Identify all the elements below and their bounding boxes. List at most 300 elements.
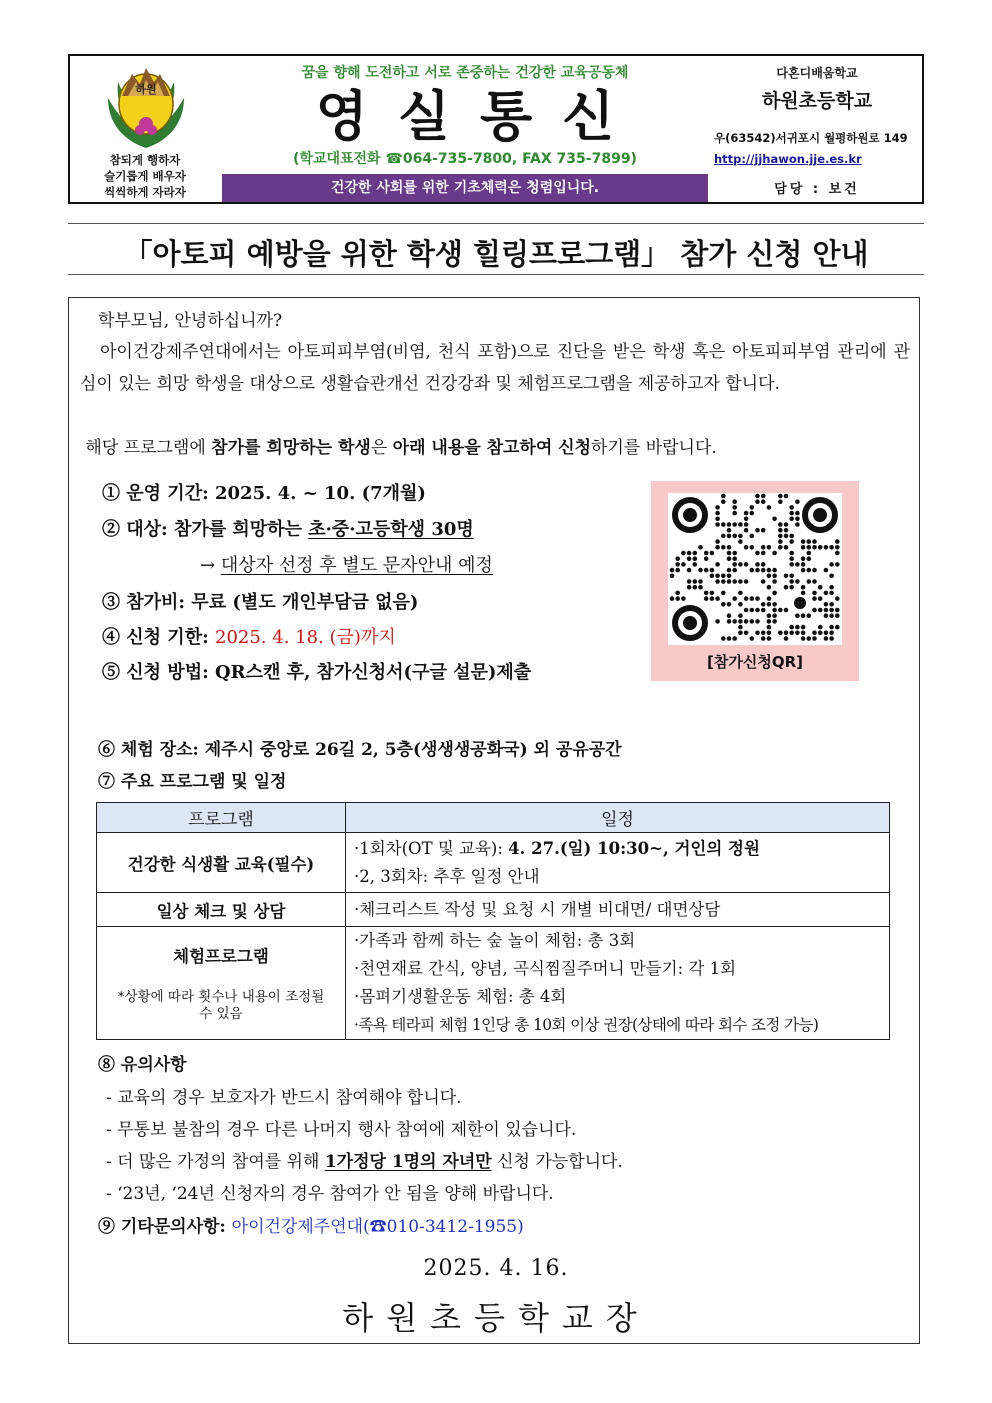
qr-module [687, 585, 692, 590]
qr-module [715, 517, 720, 522]
title-bottom-rule [68, 274, 924, 275]
qr-module [772, 517, 777, 522]
qr-module [715, 522, 720, 527]
intro-paragraph: 아이건강제주연대에서는 아토피피부염(비염, 천식 포함)으로 진단을 받은 학생 혹은 아토피피부염 관리에 관심이 있는 희망 학생을 대상으로 생활습관개선 건강강좌 및 체험프로그램을 제공하고자 합니다. [80, 342, 910, 394]
request-text: 은 [370, 438, 393, 458]
qr-module [789, 574, 794, 579]
qr-module [732, 556, 737, 561]
qr-module [784, 574, 789, 579]
qr-module [681, 562, 686, 567]
qr-module [744, 579, 749, 584]
qr-module [721, 591, 726, 596]
deadline-value: 2025. 4. 18. (금)까지 [215, 627, 396, 648]
qr-module [789, 631, 794, 636]
school-website-link[interactable]: http://jjhawon.jje.es.kr [714, 152, 862, 166]
qr-module [795, 522, 800, 527]
qr-module [755, 596, 760, 601]
contact-label: ⑨ 기타문의사항: [98, 1217, 232, 1237]
note-line: - 교육의 경우 보호자가 반드시 참여해야 합니다. [106, 1088, 462, 1108]
qr-module [835, 562, 840, 567]
qr-module [829, 613, 834, 618]
schedule-emphasis: 4. 27.(일) 10:30~, 거인의 정원 [508, 838, 760, 858]
qr-module [761, 528, 766, 533]
qr-module [761, 494, 766, 499]
qr-module [835, 625, 840, 630]
qr-module [761, 579, 766, 584]
qr-module [807, 613, 812, 618]
qr-module [675, 562, 680, 567]
qr-module [732, 499, 737, 504]
note-line: - ‘23년, ‘24년 신청자의 경우 참여가 안 됨을 양해 바랍니다. [106, 1184, 554, 1204]
logo-text: 하원 [135, 83, 157, 96]
qr-module [727, 528, 732, 533]
qr-module [829, 585, 834, 590]
qr-module [670, 574, 675, 579]
qr-module [824, 636, 829, 641]
schedule-line [354, 835, 889, 863]
qr-module [732, 579, 737, 584]
qr-module [772, 602, 777, 607]
school-logo-area [70, 56, 220, 202]
qr-module [807, 568, 812, 573]
qr-module [721, 574, 726, 579]
qr-module [812, 545, 817, 550]
qr-module [687, 551, 692, 556]
newsletter-header [68, 54, 924, 204]
item-method: ⑤ 신청 방법: QR스캔 후, 참가신청서(구글 설문)제출 [102, 662, 532, 683]
qr-module [767, 636, 772, 641]
document-signer: 하원초등학교장 [342, 1299, 650, 1337]
qr-module [687, 568, 692, 573]
qr-module [675, 591, 680, 596]
school-emblem-icon [102, 60, 190, 152]
qr-module [670, 596, 675, 601]
qr-module [801, 625, 806, 630]
qr-module [795, 562, 800, 567]
qr-module [750, 619, 755, 624]
qr-module [704, 551, 709, 556]
qr-module [750, 511, 755, 516]
qr-module [675, 556, 680, 561]
note-text: 신청 가능합니다. [491, 1152, 623, 1172]
qr-module [778, 534, 783, 539]
qr-module [767, 585, 772, 590]
qr-module [693, 562, 698, 567]
qr-module [767, 602, 772, 607]
deadline-label: ④ 신청 기한: [102, 627, 215, 648]
qr-module [675, 568, 680, 573]
qr-module [738, 562, 743, 567]
school-slogan: 꿈을 향해 도전하고 서로 존중하는 건강한 교육공동체 [301, 65, 629, 81]
qr-module [801, 556, 806, 561]
qr-module [818, 545, 823, 550]
qr-module [818, 585, 823, 590]
schedule-table [96, 802, 890, 1040]
qr-module [710, 568, 715, 573]
qr-module [801, 602, 806, 607]
school-phone: (학교대표전화 ☎064-735-7800, FAX 735-7899) [293, 151, 637, 167]
schedule-cell [346, 833, 890, 893]
program-cell [97, 927, 346, 1040]
qr-module [784, 494, 789, 499]
request-emphasis: 아래 내용을 참고하여 신청 [392, 438, 592, 458]
qr-module [698, 568, 703, 573]
qr-module [835, 539, 840, 544]
qr-module [824, 631, 829, 636]
qr-module [732, 596, 737, 601]
qr-module [812, 568, 817, 573]
table-row [97, 833, 890, 893]
qr-module [784, 636, 789, 641]
target-label: ② 대상: 참가를 희망하는 [102, 519, 309, 540]
qr-module [801, 613, 806, 618]
qr-module [693, 551, 698, 556]
schedule-line: ·족욕 테라피 체험 1인당 총 10회 이상 권장(상태에 따라 회수 조정 가능) [354, 1016, 819, 1034]
qr-module [738, 522, 743, 527]
qr-module [767, 596, 772, 601]
qr-module [801, 585, 806, 590]
item-target [102, 515, 474, 541]
qr-module [738, 625, 743, 630]
qr-module [687, 579, 692, 584]
item-contact [98, 1212, 524, 1237]
qr-module [721, 636, 726, 641]
qr-module [829, 602, 834, 607]
qr-module [715, 619, 720, 624]
request-emphasis: 참가를 희망하는 학생 [211, 438, 371, 458]
qr-module [715, 579, 720, 584]
qr-module [750, 608, 755, 613]
note-text: - 더 많은 가정의 참여를 위해 [106, 1152, 325, 1172]
qr-module [744, 528, 749, 533]
table-row [97, 927, 890, 1040]
qr-module [824, 545, 829, 550]
qr-module [675, 596, 680, 601]
qr-module [744, 545, 749, 550]
qr-module [727, 545, 732, 550]
qr-module [818, 596, 823, 601]
qr-module [772, 613, 777, 618]
qr-module [727, 534, 732, 539]
qr-module [812, 636, 817, 641]
qr-module [812, 591, 817, 596]
qr-module [761, 551, 766, 556]
qr-module [778, 522, 783, 527]
signup-qr-code[interactable] [668, 493, 842, 645]
document-title: 「아토피 예방을 위한 학생 힐링프로그램」 참가 신청 안내 [123, 237, 869, 271]
qr-module [789, 539, 794, 544]
qr-module [732, 619, 737, 624]
table-header-schedule: 일정 [346, 803, 890, 833]
qr-module [738, 631, 743, 636]
qr-module [744, 631, 749, 636]
schedule-line: ·천연재료 간식, 양념, 곡식찜질주머니 만들기: 각 1회 [354, 959, 737, 978]
qr-module [784, 585, 789, 590]
qr-module [767, 568, 772, 573]
qr-module [732, 568, 737, 573]
newsletter-title: 영실통신 [315, 85, 645, 148]
qr-module [767, 631, 772, 636]
qr-module [755, 562, 760, 567]
qr-module [761, 568, 766, 573]
table-header-program: 프로그램 [97, 803, 346, 833]
qr-module [801, 539, 806, 544]
qr-panel [651, 481, 859, 681]
qr-module [727, 568, 732, 573]
qr-module [767, 625, 772, 630]
qr-module [772, 591, 777, 596]
note-emphasis: 1가정당 1명의 자녀만 [324, 1152, 492, 1172]
qr-module [744, 608, 749, 613]
qr-module [818, 631, 823, 636]
qr-module [829, 636, 834, 641]
qr-module [761, 499, 766, 504]
item-schedule-heading: ⑦ 주요 프로그램 및 일정 [98, 772, 287, 792]
qr-module [789, 534, 794, 539]
qr-module [784, 534, 789, 539]
qr-module [801, 562, 806, 567]
qr-module [738, 539, 743, 544]
qr-module [784, 545, 789, 550]
qr-module [732, 562, 737, 567]
qr-module [778, 494, 783, 499]
contact-value[interactable]: 아이건강제주연대(☎010-3412-1955) [231, 1217, 524, 1237]
qr-module [710, 591, 715, 596]
qr-module [795, 631, 800, 636]
qr-module [738, 534, 743, 539]
qr-module [732, 522, 737, 527]
qr-module [795, 511, 800, 516]
schedule-text: ·1회차(OT 및 교육): [354, 838, 509, 858]
request-paragraph [80, 432, 910, 464]
program-cell: 일상 체크 및 상담 [97, 893, 346, 927]
qr-module [744, 562, 749, 567]
item-fee: ③ 참가비: 무료 (별도 개인부담금 없음) [102, 592, 419, 613]
qr-module [693, 556, 698, 561]
header-right [710, 56, 924, 202]
qr-module [738, 613, 743, 618]
qr-module [778, 499, 783, 504]
qr-module [767, 505, 772, 510]
qr-module [704, 596, 709, 601]
document-date: 2025. 4. 16. [423, 1256, 569, 1281]
qr-module [824, 608, 829, 613]
qr-module [721, 494, 726, 499]
integrity-banner: 건강한 사회를 위한 기초체력은 청렴입니다. [222, 174, 708, 202]
qr-module [715, 511, 720, 516]
qr-module [829, 545, 834, 550]
qr-module [829, 591, 834, 596]
qr-module [727, 551, 732, 556]
qr-module [715, 596, 720, 601]
qr-module [772, 574, 777, 579]
qr-module [767, 613, 772, 618]
qr-module [772, 568, 777, 573]
qr-module [761, 636, 766, 641]
note-line: - 무통보 불참의 경우 다른 나머지 행사 참여에 제한이 있습니다. [106, 1120, 577, 1140]
qr-module [812, 596, 817, 601]
qr-module [755, 619, 760, 624]
qr-module [721, 602, 726, 607]
qr-module [727, 636, 732, 641]
qr-module [721, 534, 726, 539]
item-deadline [102, 623, 396, 649]
qr-module [772, 619, 777, 624]
qr-module [744, 511, 749, 516]
qr-caption: [참가신청QR] [707, 653, 803, 671]
qr-module [795, 613, 800, 618]
qr-module [687, 556, 692, 561]
qr-module [807, 556, 812, 561]
qr-module [824, 568, 829, 573]
qr-module [693, 579, 698, 584]
qr-module [807, 579, 812, 584]
qr-module [767, 545, 772, 550]
title-top-rule [68, 223, 924, 224]
qr-module [693, 585, 698, 590]
qr-module [721, 522, 726, 527]
qr-module [744, 619, 749, 624]
qr-module [789, 556, 794, 561]
qr-module [732, 551, 737, 556]
qr-module [824, 613, 829, 618]
qr-module [807, 545, 812, 550]
qr-module [835, 596, 840, 601]
qr-module [767, 574, 772, 579]
table-header-row [97, 803, 890, 833]
qr-module [795, 517, 800, 522]
qr-module [829, 608, 834, 613]
qr-module [727, 556, 732, 561]
qr-module [755, 499, 760, 504]
qr-module [704, 568, 709, 573]
qr-module [715, 539, 720, 544]
qr-module [824, 591, 829, 596]
qr-module [755, 528, 760, 533]
qr-module [795, 579, 800, 584]
qr-module [698, 579, 703, 584]
qr-module [732, 505, 737, 510]
item-notes-heading: ⑧ 유의사항 [98, 1055, 187, 1075]
qr-module [698, 545, 703, 550]
qr-module [772, 608, 777, 613]
qr-module [704, 591, 709, 596]
qr-module [755, 631, 760, 636]
qr-module [801, 545, 806, 550]
schedule-line: ·2, 3회차: 추후 일정 안내 [354, 866, 540, 886]
motto-line: 참되게 행하자 [109, 153, 181, 167]
qr-module [755, 551, 760, 556]
qr-module [812, 608, 817, 613]
qr-module [778, 545, 783, 550]
target-value: 초·중·고등학생 30명 [308, 519, 474, 540]
qr-module [755, 494, 760, 499]
item-target-note [200, 551, 493, 577]
qr-module [738, 591, 743, 596]
qr-module [807, 636, 812, 641]
qr-module [715, 562, 720, 567]
qr-module [744, 596, 749, 601]
qr-module [829, 574, 834, 579]
school-motto [70, 152, 220, 200]
qr-module [812, 631, 817, 636]
request-text: 해당 프로그램에 [85, 438, 212, 458]
qr-module [801, 568, 806, 573]
qr-module [721, 579, 726, 584]
note-line [106, 1147, 623, 1172]
qr-module [727, 522, 732, 527]
request-text: 하기를 바랍니다. [591, 438, 717, 458]
item-period: ① 운영 기간: 2025. 4. ~ 10. (7개월) [102, 483, 426, 504]
qr-module [755, 568, 760, 573]
school-address: 우(63542)서귀포시 월평하원로 149 [714, 131, 908, 145]
qr-module [795, 625, 800, 630]
qr-module [829, 625, 834, 630]
qr-module [789, 517, 794, 522]
qr-module [761, 545, 766, 550]
qr-module [750, 636, 755, 641]
qr-module [727, 619, 732, 624]
qr-module [789, 562, 794, 567]
qr-module [807, 539, 812, 544]
arrow-icon: → [200, 555, 221, 576]
qr-module [761, 608, 766, 613]
qr-module [829, 562, 834, 567]
target-note-text: 대상자 선정 후 별도 문자안내 예정 [220, 555, 493, 576]
qr-module [807, 551, 812, 556]
qr-module [795, 499, 800, 504]
qr-module [715, 574, 720, 579]
qr-module [750, 505, 755, 510]
qr-module [750, 545, 755, 550]
qr-module [789, 505, 794, 510]
program-cell: 건강한 식생활 교육(필수) [97, 833, 346, 893]
item-location: ⑥ 체험 장소: 제주시 중앙로 26길 2, 5층(생생생공화국) 외 공유공간 [98, 740, 622, 760]
schedule-cell: ·체크리스트 작성 및 요청 시 개별 비대면/ 대면상담 [346, 893, 890, 927]
school-name: 하원초등학교 [761, 90, 873, 112]
schedule-cell [346, 927, 890, 1040]
department-contact: 담당 : 보건 [774, 182, 860, 197]
qr-module [670, 568, 675, 573]
greeting: 학부모님, 안녕하십니까? [98, 311, 283, 331]
qr-module [727, 613, 732, 618]
qr-module [744, 517, 749, 522]
qr-module [750, 596, 755, 601]
qr-module [784, 522, 789, 527]
qr-module [789, 579, 794, 584]
qr-module [784, 631, 789, 636]
qr-module [801, 636, 806, 641]
qr-module [767, 619, 772, 624]
schedule-line: ·가족과 함께 하는 숲 놀이 체험: 총 3회 [354, 931, 636, 950]
qr-module [789, 511, 794, 516]
qr-module [710, 551, 715, 556]
qr-module [761, 602, 766, 607]
qr-module [721, 545, 726, 550]
qr-module [778, 539, 783, 544]
qr-module [829, 631, 834, 636]
qr-module [789, 551, 794, 556]
qr-module [801, 631, 806, 636]
qr-module [681, 596, 686, 601]
qr-module [835, 613, 840, 618]
qr-module [681, 551, 686, 556]
qr-module [835, 551, 840, 556]
qr-module [772, 551, 777, 556]
qr-module [801, 591, 806, 596]
program-name: 체험프로그램 [173, 947, 269, 966]
qr-module [732, 511, 737, 516]
